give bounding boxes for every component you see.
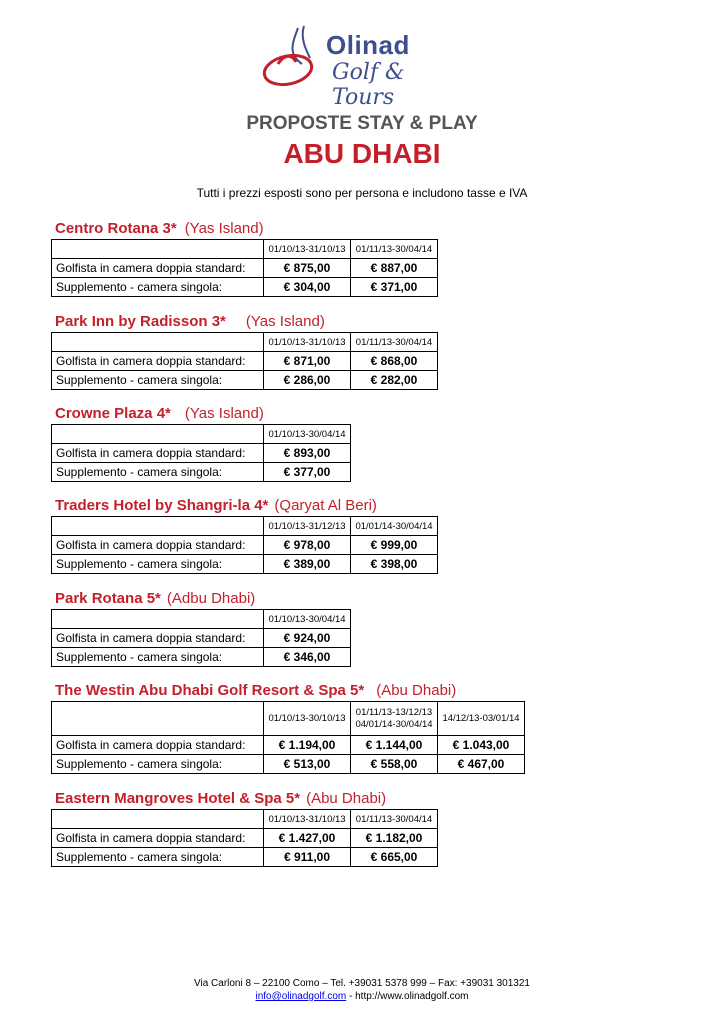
price-table (51, 239, 438, 297)
hotel-heading (55, 682, 456, 699)
hotel-heading (55, 790, 386, 807)
price-cell: € 665,00 (351, 848, 438, 867)
price-cell: € 467,00 (438, 755, 525, 774)
price-note: Tutti i prezzi esposti sono per persona e includono tasse e IVA (196, 186, 528, 200)
row-label: Golfista in camera doppia standard: (52, 259, 264, 278)
table-row (52, 444, 351, 463)
date-header: 01/11/13-30/04/14 (351, 240, 438, 259)
logo-subtitle: Golf & Tours (332, 60, 405, 110)
price-cell: € 887,00 (351, 259, 438, 278)
date-header: 01/10/13-30/04/14 (264, 425, 351, 444)
row-label: Supplemento - camera singola: (52, 648, 264, 667)
row-label: Golfista in camera doppia standard: (52, 444, 264, 463)
price-cell: € 1.144,00 (351, 736, 438, 755)
price-cell: € 1.043,00 (438, 736, 525, 755)
hotel-name: The Westin Abu Dhabi Golf Resort & Spa 5* (55, 682, 365, 699)
row-label: Golfista in camera doppia standard: (52, 536, 264, 555)
date-header: 01/01/14-30/04/14 (351, 517, 438, 536)
page-subtitle: PROPOSTE STAY & PLAY (246, 113, 478, 134)
price-table (51, 516, 438, 574)
golf-swoosh-icon (258, 24, 328, 94)
price-cell: € 398,00 (351, 555, 438, 574)
price-cell: € 346,00 (264, 648, 351, 667)
logo-name: Olinad (326, 30, 410, 60)
row-label: Supplemento - camera singola: (52, 555, 264, 574)
row-label: Supplemento - camera singola: (52, 278, 264, 297)
price-cell: € 999,00 (351, 536, 438, 555)
table-row (52, 755, 525, 774)
price-cell: € 286,00 (264, 371, 351, 390)
table-row (52, 463, 351, 482)
price-cell: € 978,00 (264, 536, 351, 555)
date-header: 01/10/13-31/10/13 (264, 240, 351, 259)
table-row (52, 555, 438, 574)
hotel-heading (55, 220, 264, 237)
date-header: 14/12/13-03/01/14 (438, 702, 525, 736)
table-row (52, 371, 438, 390)
row-label: Supplemento - camera singola: (52, 848, 264, 867)
price-cell: € 558,00 (351, 755, 438, 774)
price-cell: € 377,00 (264, 463, 351, 482)
row-label: Golfista in camera doppia standard: (52, 629, 264, 648)
table-corner (52, 425, 264, 444)
table-row (52, 278, 438, 297)
table-corner (52, 610, 264, 629)
price-cell: € 1.427,00 (264, 829, 351, 848)
date-range: 04/01/14-30/04/14 (355, 718, 433, 730)
row-label: Supplemento - camera singola: (52, 371, 264, 390)
row-label: Supplemento - camera singola: (52, 463, 264, 482)
row-label: Golfista in camera doppia standard: (52, 352, 264, 371)
hotel-location: (Abu Dhabi) (376, 682, 457, 699)
date-header: 01/10/13-30/04/14 (264, 610, 351, 629)
table-row (52, 736, 525, 755)
date-header: 01/11/13-30/04/14 (351, 810, 438, 829)
row-label: Golfista in camera doppia standard: (52, 736, 264, 755)
footer-contacts (0, 990, 724, 1003)
hotel-name: Traders Hotel by Shangri-la 4* (55, 497, 269, 514)
page-title: ABU DHABI (283, 138, 441, 169)
price-cell: € 304,00 (264, 278, 351, 297)
price-cell: € 868,00 (351, 352, 438, 371)
table-row (52, 848, 438, 867)
hotel-heading (55, 313, 325, 330)
date-range: 01/11/13-13/12/13 (355, 706, 433, 718)
table-corner (52, 702, 264, 736)
hotel-name: Park Inn by Radisson 3* (55, 313, 226, 330)
hotel-name: Park Rotana 5* (55, 590, 161, 607)
table-row (52, 648, 351, 667)
table-row (52, 259, 438, 278)
date-header: 01/10/13-31/10/13 (264, 810, 351, 829)
price-cell: € 1.194,00 (264, 736, 351, 755)
hotel-name: Eastern Mangroves Hotel & Spa 5* (55, 790, 301, 807)
email-link[interactable]: info@olinadgolf.com (255, 991, 347, 1002)
table-row (52, 829, 438, 848)
price-cell: € 282,00 (351, 371, 438, 390)
table-row (52, 629, 351, 648)
hotel-location: (Qaryat Al Beri) (274, 497, 377, 514)
date-header (351, 702, 438, 736)
table-corner (52, 333, 264, 352)
date-header: 01/10/13-30/10/13 (264, 702, 351, 736)
date-header: 01/11/13-30/04/14 (351, 333, 438, 352)
hotel-heading (55, 405, 264, 422)
price-cell: € 389,00 (264, 555, 351, 574)
hotel-location: (Yas Island) (184, 220, 264, 237)
hotel-heading (55, 497, 377, 514)
table-corner (52, 517, 264, 536)
footer-address: Via Carloni 8 – 22100 Como – Tel. +39031 5378 999 – Fax: +39031 301321 (193, 978, 530, 989)
hotel-name: Crowne Plaza 4* (55, 405, 171, 422)
table-row (52, 352, 438, 371)
hotel-location: (Adbu Dhabi) (166, 590, 256, 607)
website-text: - http://www.olinadgolf.com (346, 991, 469, 1002)
hotel-location: (Yas Island) (184, 405, 264, 422)
row-label: Supplemento - camera singola: (52, 755, 264, 774)
date-header: 01/10/13-31/10/13 (264, 333, 351, 352)
company-logo (258, 24, 468, 110)
price-cell: € 513,00 (264, 755, 351, 774)
price-cell: € 875,00 (264, 259, 351, 278)
price-table (51, 701, 525, 774)
row-label: Golfista in camera doppia standard: (52, 829, 264, 848)
table-corner (52, 240, 264, 259)
price-table (51, 809, 438, 867)
price-cell: € 1.182,00 (351, 829, 438, 848)
price-table (51, 332, 438, 390)
date-header: 01/10/13-31/12/13 (264, 517, 351, 536)
price-table (51, 424, 351, 482)
price-cell: € 924,00 (264, 629, 351, 648)
table-row (52, 536, 438, 555)
price-table (51, 609, 351, 667)
hotel-heading (55, 590, 255, 607)
page-footer (0, 977, 724, 1003)
price-cell: € 871,00 (264, 352, 351, 371)
table-corner (52, 810, 264, 829)
price-cell: € 893,00 (264, 444, 351, 463)
hotel-name: Centro Rotana 3* (55, 220, 177, 237)
hotel-location: (Yas Island) (245, 313, 325, 330)
hotel-location: (Abu Dhabi) (306, 790, 387, 807)
price-cell: € 911,00 (264, 848, 351, 867)
price-cell: € 371,00 (351, 278, 438, 297)
